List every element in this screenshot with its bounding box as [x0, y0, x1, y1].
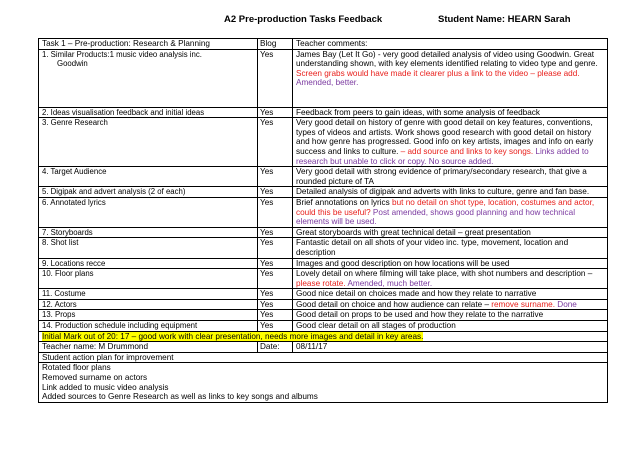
table-row — [39, 187, 608, 198]
blog-status: Yes — [258, 187, 293, 198]
teacher-comment: Very good detail with strong evidence of primary/secondary research, that give a rounded picture of TA — [293, 167, 608, 187]
blog-status: Yes — [258, 107, 293, 118]
table-row — [39, 238, 608, 258]
teacher-row — [39, 342, 608, 353]
task-label: 14. Production schedule including equipment — [39, 321, 258, 332]
comment-correction: remove surname. — [491, 299, 555, 309]
table-row — [39, 227, 608, 238]
table-row — [39, 197, 608, 227]
task-column-header: Task 1 – Pre-production: Research & Planning — [39, 39, 258, 50]
date-value: 08/11/17 — [293, 342, 608, 353]
task-label: 7. Storyboards — [39, 227, 258, 238]
table-row — [39, 107, 608, 118]
teacher-comment: Good clear detail on all stages of production — [293, 321, 608, 332]
blog-status: Yes — [258, 258, 293, 269]
table-header-row — [39, 39, 608, 50]
comment-correction: but no detail on shot type, location, costumes and actor, could this be useful? — [296, 197, 595, 217]
blog-status: Yes — [258, 167, 293, 187]
teacher-comment — [293, 118, 608, 167]
blog-status: Yes — [258, 310, 293, 321]
comment-text: James Bay (Let It Go) - very good detailed analysis of video using Goodwin. Great understanding shown, with key elements identified relating to video type and genre. — [296, 49, 598, 69]
blog-status: Yes — [258, 227, 293, 238]
action-plan-row — [39, 363, 608, 402]
blog-status: Yes — [258, 118, 293, 167]
table-row — [39, 289, 608, 300]
comment-correction: please rotate. — [296, 278, 346, 288]
teacher-comment: Fantastic detail on all shots of your video inc. type, movement, location and description — [293, 238, 608, 258]
comment-amendment: Amended, better. — [296, 78, 359, 88]
table-row — [39, 167, 608, 187]
table-row — [39, 310, 608, 321]
task-label: 3. Genre Research — [39, 118, 258, 167]
task-label: 9. Locations recce — [39, 258, 258, 269]
blog-status: Yes — [258, 49, 293, 107]
page-title: A2 Pre-production Tasks Feedback — [224, 14, 383, 25]
blog-status: Yes — [258, 299, 293, 310]
teacher-comment: Images and good description on how locations will be used — [293, 258, 608, 269]
table-row — [39, 321, 608, 332]
teacher-comment — [293, 299, 608, 310]
table-row — [39, 258, 608, 269]
task-label-cont: Goodwin — [57, 59, 88, 69]
comments-column-header: Teacher comments: — [293, 39, 608, 50]
task-label: 8. Shot list — [39, 238, 258, 258]
task-label: 5. Digipak and advert analysis (2 of each) — [39, 187, 258, 198]
task-label: 10. Floor plans — [39, 269, 258, 289]
list-item: Removed surname on actors — [42, 373, 148, 383]
action-plan-list — [39, 363, 608, 402]
comment-correction: – add source and links to key songs. — [400, 146, 534, 156]
table-row — [39, 299, 608, 310]
action-plan-heading: Student action plan for improvement — [39, 352, 608, 363]
task-label: 13. Props — [39, 310, 258, 321]
list-item: Rotated floor plans — [42, 363, 111, 373]
task-label: 12. Actors — [39, 299, 258, 310]
blog-status: Yes — [258, 269, 293, 289]
blog-status: Yes — [258, 321, 293, 332]
teacher-comment: Great storyboards with great technical detail – great presentation — [293, 227, 608, 238]
comment-correction: Screen grabs would have made it clearer plus a link to the video – please add. — [296, 68, 580, 78]
blog-column-header: Blog — [258, 39, 293, 50]
teacher-comment — [293, 269, 608, 289]
blog-status: Yes — [258, 197, 293, 227]
task-label: 2. Ideas visualisation feedback and initial ideas — [39, 107, 258, 118]
page-header — [0, 14, 640, 28]
table-row — [39, 118, 608, 167]
feedback-table — [38, 38, 608, 403]
table-row — [39, 269, 608, 289]
teacher-comment: Good detail on props to be used and how they relate to the narrative — [293, 310, 608, 321]
list-item: Added sources to Genre Research as well as links to key songs and albums — [42, 392, 318, 402]
table-row — [39, 49, 608, 107]
student-name: Student Name: HEARN Sarah — [438, 14, 571, 25]
task-label: 1. Similar Products:1 music video analysis inc. — [42, 49, 202, 59]
comment-amendment: Amended, much better. — [345, 278, 433, 288]
comment-text: Good detail on choice and how audience can relate – — [296, 299, 492, 309]
initial-mark: Initial Mark out of 20: 17 – good work with clear presentation, needs more images and detail in key areas. — [42, 331, 424, 341]
task-label: 4. Target Audience — [39, 167, 258, 187]
teacher-comment: Good nice detail on choices made and how they relate to narrative — [293, 289, 608, 300]
task-label: 6. Annotated lyrics — [39, 197, 258, 227]
blog-status: Yes — [258, 238, 293, 258]
mark-row — [39, 331, 608, 342]
teacher-comment: Feedback from peers to gain ideas, with some analysis of feedback — [293, 107, 608, 118]
action-plan-heading-row — [39, 352, 608, 363]
teacher-name: Teacher name: M Drummond — [39, 342, 258, 353]
comment-text: Lovely detail on where filming will take place, with shot numbers and description – — [296, 269, 593, 279]
task-label: 11. Costume — [39, 289, 258, 300]
blog-status: Yes — [258, 289, 293, 300]
teacher-comment: Detailed analysis of digipak and adverts with links to culture, genre and fan base. — [293, 187, 608, 198]
list-item: Link added to music video analysis — [42, 382, 169, 392]
comment-amendment: Links added to research but unable to click or copy. No source added. — [296, 146, 589, 166]
comment-text: Brief annotations on lyrics — [296, 197, 393, 207]
teacher-comment — [293, 197, 608, 227]
comment-amendment: Post amended, shows good planning and how technical elements will be used. — [296, 207, 576, 227]
date-label: Date: — [258, 342, 293, 353]
teacher-comment — [293, 49, 608, 107]
comment-text: Very good detail on history of genre with good detail on key features, conventions, types of videos and artists. Work shows good research with good detail on history and how genre has progressed. Good info on key artists, images and info on early success and links to culture. — [296, 118, 594, 156]
comment-amendment: Done — [555, 299, 577, 309]
